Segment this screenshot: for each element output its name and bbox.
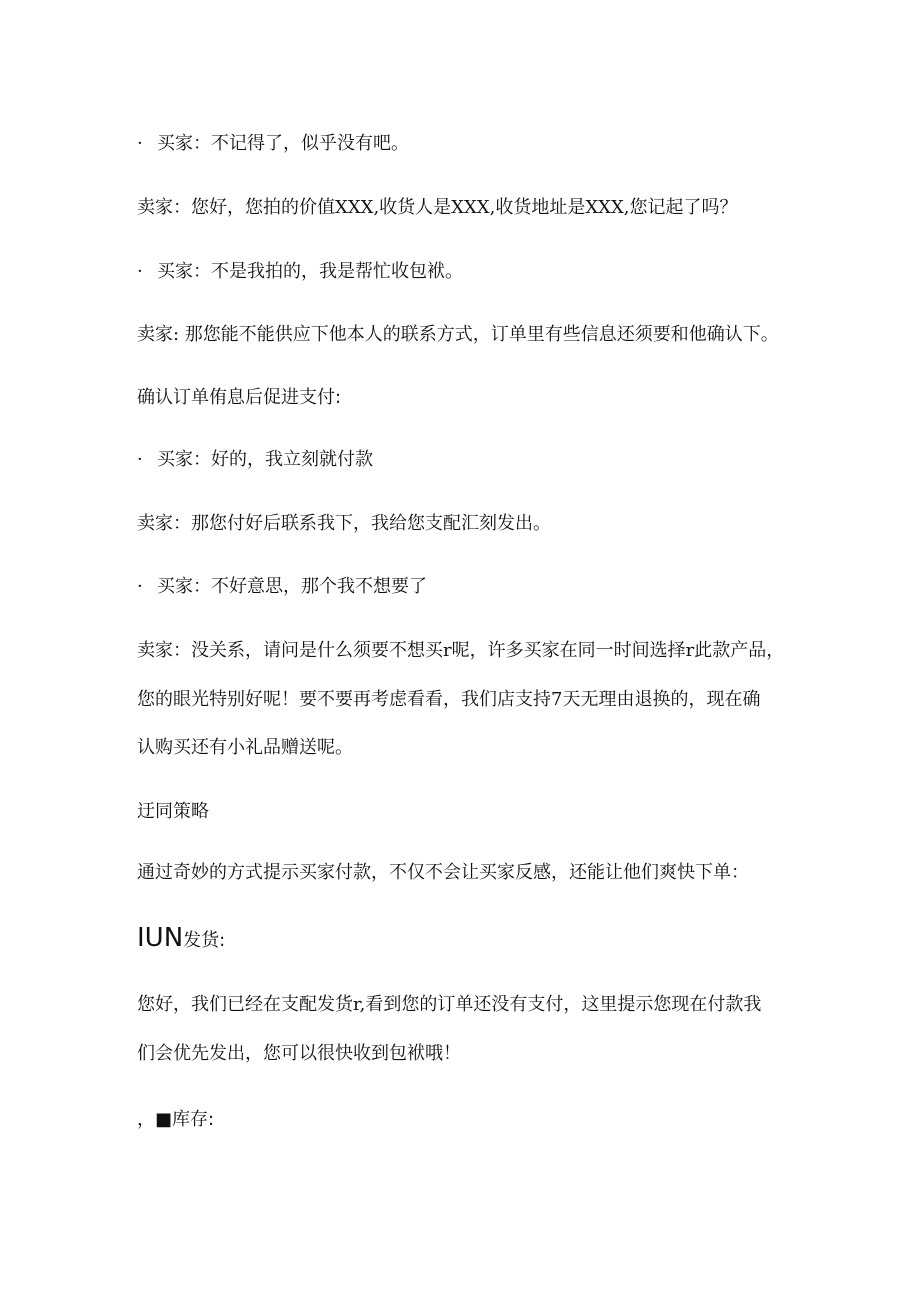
paragraph-seller-1: 卖家：您好，您拍的价值XXX,收货人是XXX,收货地址是XXX,您记起了吗？ — [137, 197, 738, 218]
paragraph-strategy-intro: 通过奇妙的方式提示买家付款，不仅不会让买家反感，还能让他们爽快下单： — [137, 862, 749, 883]
bullet: · — [137, 133, 143, 154]
heading-big-text: IUN — [137, 923, 184, 953]
paragraph-seller-4-line-1: 卖家：没关系，请问是什么须要不想买r呢，许多买家在同一时间选择r此款产品， — [137, 640, 785, 661]
paragraph-buyer-4 — [137, 574, 427, 600]
paragraph-seller-3: 卖家：那您付好后联系我下，我给您支配汇刻发出。 — [137, 513, 551, 534]
paragraph-seller-4-line-2: 您的眼光特别好呢！要不要再考虑看看，我们店支持7天无理由退换的，现在确 — [137, 689, 761, 710]
section-heading-inventory: ，■库存: — [137, 1109, 215, 1130]
heading-rest-text: 发货: — [183, 930, 226, 951]
paragraph-text: 买家：不好意思，那个我不想要了 — [157, 576, 427, 597]
paragraph-shipping-line-1: 您好，我们已经在支配发货r,看到您的订单还没有支付，这里提示您现在付款我 — [137, 994, 762, 1015]
paragraph-buyer-3 — [137, 447, 373, 473]
paragraph-shipping-line-2: 们会优先发出，您可以很快收到包袱哦！ — [137, 1043, 461, 1064]
paragraph-text: 买家：好的，我立刻就付款 — [157, 449, 373, 470]
paragraph-seller-2: 卖家: 那您能不能供应下他本人的联系方式，订单里有些信息还须要和他确认下。 — [137, 324, 779, 345]
paragraph-buyer-2 — [137, 259, 463, 285]
bullet: · — [137, 261, 143, 282]
bullet: · — [137, 449, 143, 470]
paragraph-seller-4-line-3: 认购买还有小礼品赠送呢。 — [137, 737, 353, 758]
paragraph-text: 买家：不记得了，似乎没有吧。 — [157, 133, 409, 154]
section-heading-strategy: 迂同策略 — [137, 801, 209, 822]
section-heading-shipping — [137, 925, 225, 954]
paragraph-text: 买家：不是我拍的，我是帮忙收包袱。 — [157, 261, 463, 282]
bullet: · — [137, 576, 143, 597]
paragraph-buyer-1 — [137, 131, 409, 157]
section-heading-confirm-order: 确认订单侑息后促进支付: — [137, 387, 342, 408]
